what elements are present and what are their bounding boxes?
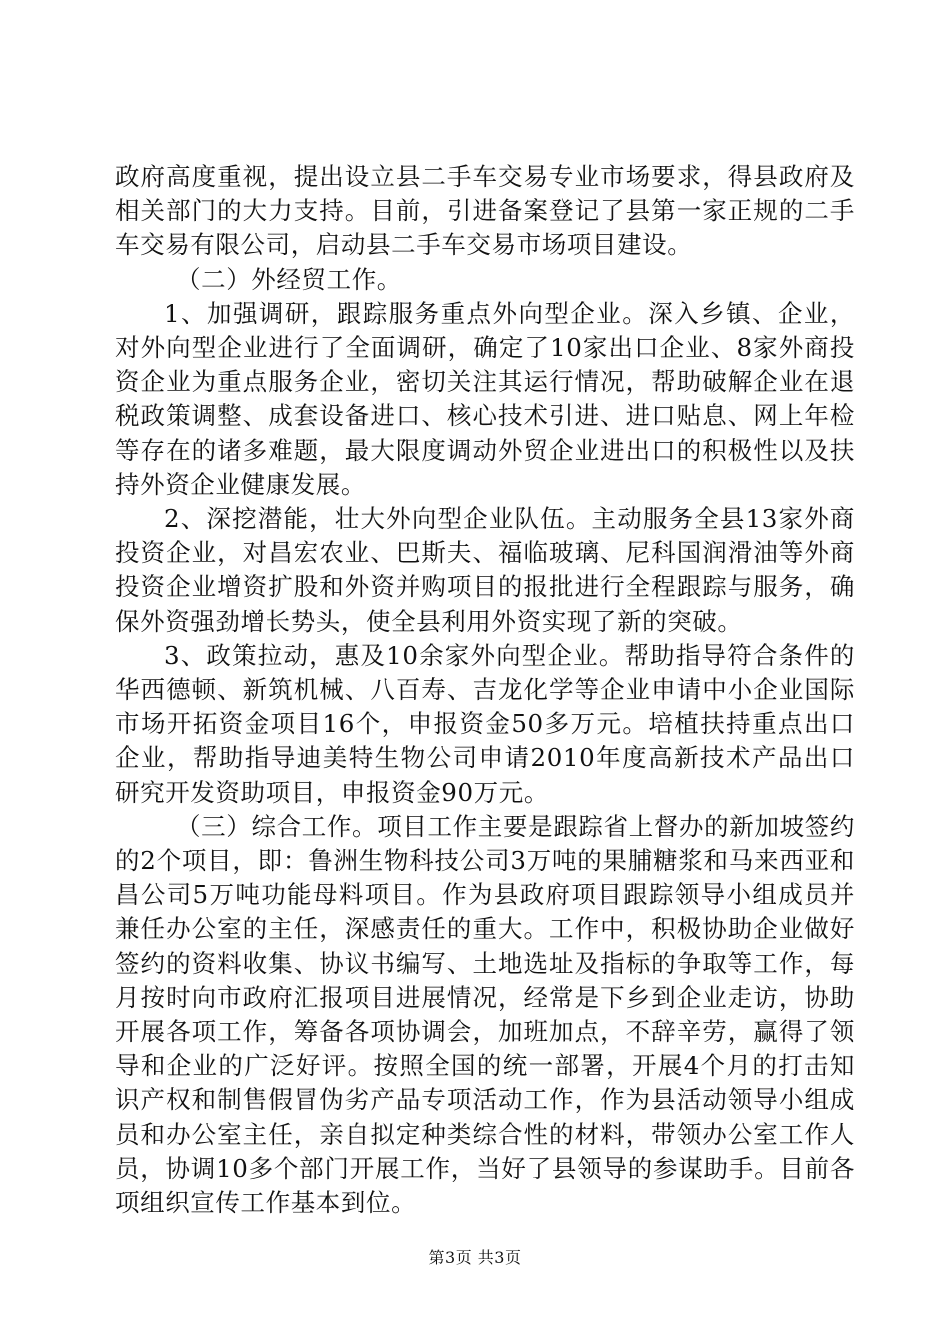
- section-heading-foreign-trade: （二）外经贸工作。: [176, 264, 402, 294]
- document-body: [115, 160, 855, 1220]
- paragraph-item-2: 2、深挖潜能，壮大外向型企业队伍。主动服务全县13家外商投资企业，对昌宏农业、巴斯夫、福临玻璃、尼科国润滑油等外商投资企业增资扩股和外资并购项目的报批进行全程跟踪与服务，确保外资强劲增长势头，使全县利用外资实现了新的突破。: [115, 504, 855, 636]
- paragraph-comprehensive-work: （三）综合工作。项目工作主要是跟踪省上督办的新加坡签约的2个项目，即：鲁洲生物科技公司3万吨的果脯糖浆和马来西亚和昌公司5万吨功能母料项目。作为县政府项目跟踪领导小组成员并兼任办公室的主任，深感责任的重大。工作中，积极协助企业做好签约的资料收集、协议书编写、土地选址及指标的争取等工作，每月按时向市政府汇报项目进展情况，经常是下乡到企业走访，协助开展各项工作，筹备各项协调会，加班加点，不辞辛劳，赢得了领导和企业的广泛好评。按照全国的统一部署，开展4个月的打击知识产权和制售假冒伪劣产品专项活动工作，作为县活动领导小组成员和办公室主任，亲自拟定种类综合性的材料，带领办公室工作人员，协调10多个部门开展工作，当好了县领导的参谋助手。目前各项组织宣传工作基本到位。: [115, 811, 856, 1218]
- paragraph-continuation: 政府高度重视，提出设立县二手车交易专业市场要求，得县政府及相关部门的大力支持。目前，引进备案登记了县第一家正规的二手车交易有限公司，启动县二手车交易市场项目建设。: [115, 162, 855, 260]
- paragraph-item-1: 1、加强调研，跟踪服务重点外向型企业。深入乡镇、企业，对外向型企业进行了全面调研，确定了10家出口企业、8家外商投资企业为重点服务企业，密切关注其运行情况，帮助破解企业在退税政策调整、成套设备进口、核心技术引进、进口贴息、网上年检等存在的诸多难题，最大限度调动外贸企业进出口的积极性以及扶持外资企业健康发展。: [115, 298, 855, 499]
- paragraph-item-3: 3、政策拉动，惠及10余家外向型企业。帮助指导符合条件的华西德顿、新筑机械、八百寿、吉龙化学等企业申请中小企业国际市场开拓资金项目16个，申报资金50多万元。培植扶持重点出口企业，帮助指导迪美特生物公司申请2010年度高新技术产品出口研究开发资助项目，申报资金90万元。: [115, 640, 855, 807]
- page-number-footer: 第3页 共3页: [428, 1248, 522, 1267]
